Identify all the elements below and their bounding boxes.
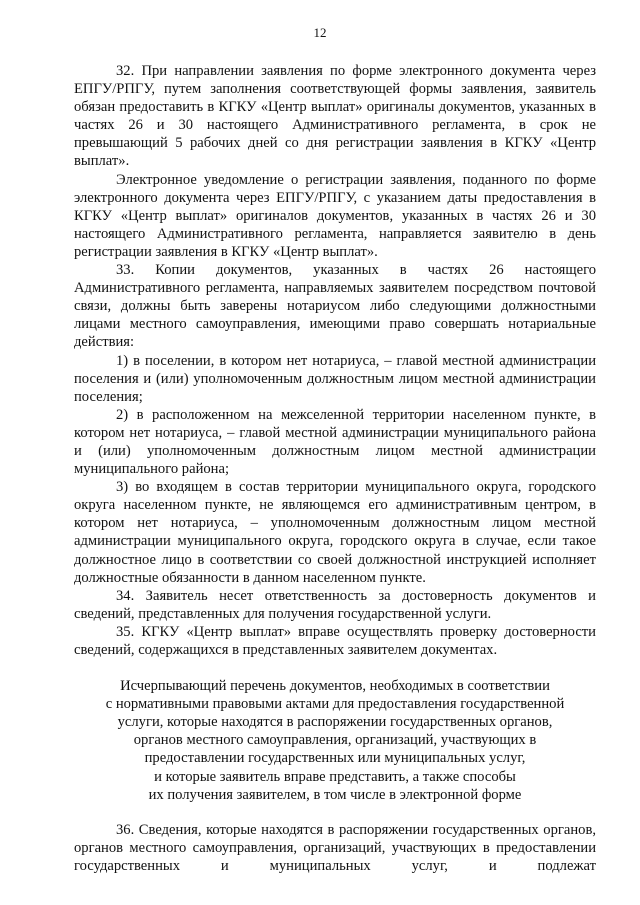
paragraph-notification: Электронное уведомление о регистрации заявления, поданного по форме электронного документа через ЕПГУ/РПГУ, с указанием даты предоставления в КГКУ «Центр выплат» оригиналов документов, указанных в частях 26 и 30 настоящего Административного регламента, направляется заявителю в день регистрации заявления в КГКУ «Центр выплат».	[74, 171, 596, 260]
section-heading-line: Исчерпывающий перечень документов, необходимых в соответствии	[120, 678, 550, 695]
section-heading-line: их получения заявителем, в том числе в электронной форме	[148, 786, 522, 803]
paragraph-36: 36. Сведения, которые находятся в распоряжении государственных органов, органов местного самоуправления, организаций, участвующих в предоставлении государственных и муниципальных услуг, и подлежат	[74, 821, 596, 874]
section-heading-line: предоставлении государственных или муниципальных услуг,	[144, 750, 526, 767]
document-body	[74, 62, 596, 875]
paragraph-34: 34. Заявитель несет ответственность за достоверность документов и сведений, представленных для получения государственной услуги.	[74, 587, 596, 622]
section-heading-line: услуги, которые находятся в распоряжении государственных органов,	[117, 714, 553, 731]
paragraph-33-item-3: 3) во входящем в состав территории муниципального округа, городского округа населенном пункте, не являющемся его административным центром, в котором нет нотариуса, – уполномоченным должностным лицом местной администрации муниципального округа, городского округа в случае, если такое должностное лицо в соответствии со своей должностной инструкцией исполняет должностные обязанности в данном населенном пункте.	[74, 479, 596, 586]
paragraph-33-item-1: 1) в поселении, в котором нет нотариуса, – главой местной администрации поселения и (или) уполномоченным должностным лицом местной администрации поселения;	[74, 352, 596, 405]
paragraph-35: 35. КГКУ «Центр выплат» вправе осуществлять проверку достоверности сведений, содержащихся в представленных заявителем документах.	[74, 623, 596, 658]
section-heading-line: органов местного самоуправления, организаций, участвующих в	[133, 732, 537, 749]
paragraph-32: 32. При направлении заявления по форме электронного документа через ЕПГУ/РПГУ, путем заполнения соответствующей формы заявления, заявитель обязан предоставить в КГКУ «Центр выплат» оригиналы документов, указанных в частях 26 и 30 настоящего Административного регламента, в срок не превышающий 5 рабочих дней со дня регистрации заявления в КГКУ «Центр выплат».	[74, 63, 596, 170]
page-number: 12	[313, 25, 327, 40]
paragraph-33: 33. Копии документов, указанных в частях 26 настоящего Административного регламента, направляемых заявителем посредством почтовой связи, должны быть заверены нотариусом либо следующими должностными лицами местного самоуправления, имеющими право совершать нотариальные действия:	[74, 262, 596, 351]
paragraph-33-item-2: 2) в расположенном на межселенной территории населенном пункте, в котором нет нотариуса, – главой местной администрации муниципального района и (или) уполномоченным должностным лицом местной администрации муниципального района;	[74, 406, 596, 478]
section-heading-line: с нормативными правовыми актами для предоставления государственной	[105, 696, 565, 713]
section-heading	[74, 677, 596, 804]
section-heading-line: и которые заявитель вправе представить, а также способы	[154, 768, 516, 785]
